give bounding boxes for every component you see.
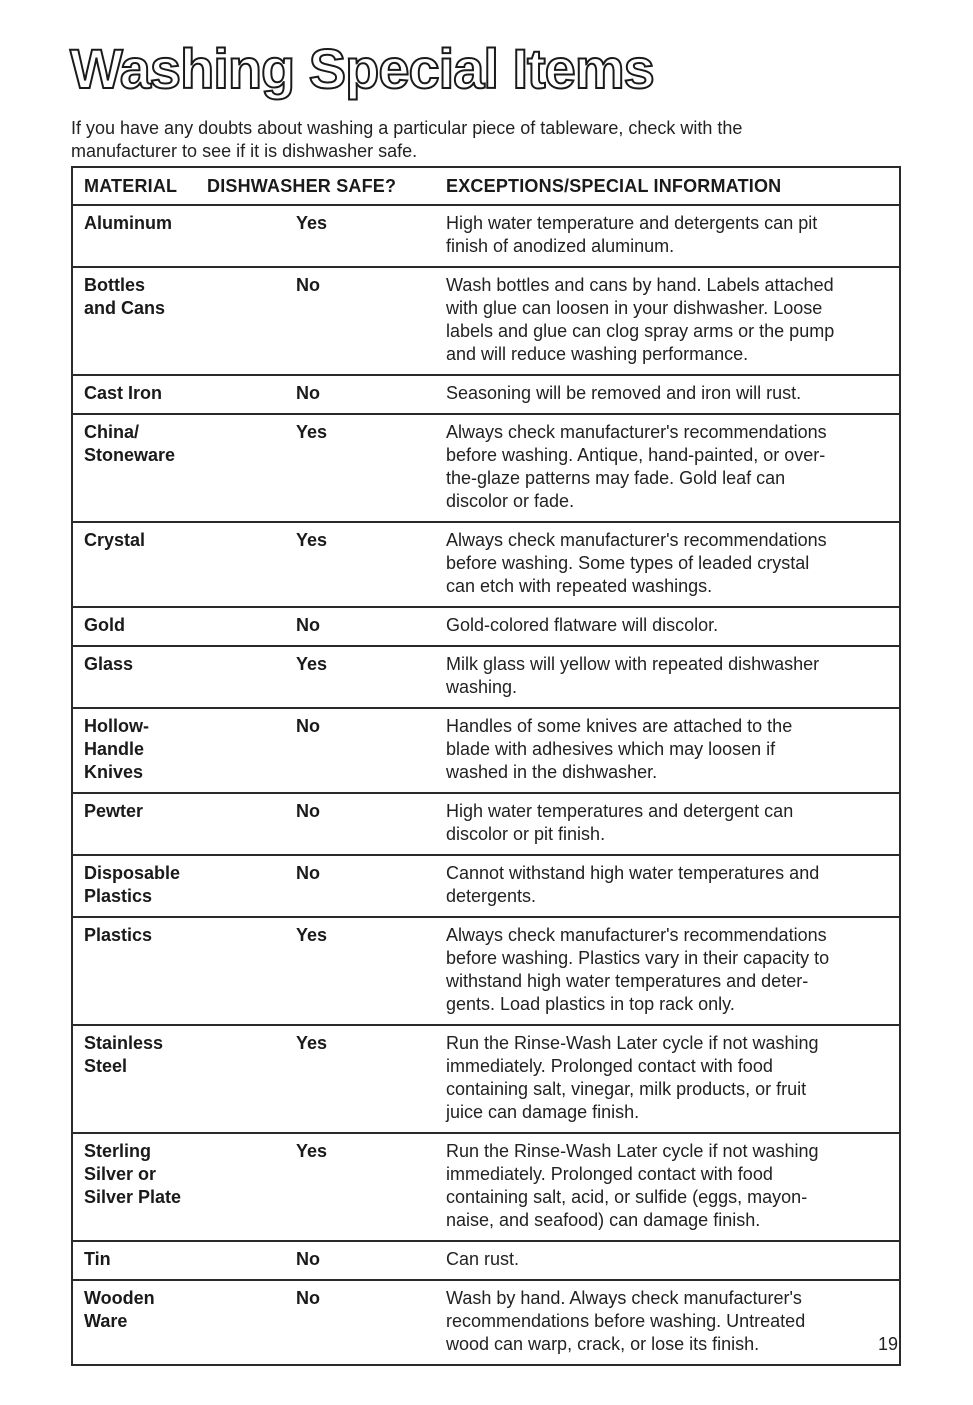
material-name: Pewter: [84, 801, 144, 821]
exceptions-text: immediately. Prolonged contact with food: [446, 1056, 773, 1076]
exceptions-text: before washing. Plastics vary in their capacity to: [446, 948, 830, 968]
material-name: Silver Plate: [84, 1187, 182, 1207]
material-cell: [73, 382, 278, 405]
material-name: Tin: [84, 1249, 111, 1269]
exceptions-cell: [445, 924, 899, 1016]
material-cell: [73, 924, 278, 1016]
material-name: Knives: [84, 762, 144, 782]
dishwasher-safe-cell: Yes: [296, 654, 328, 674]
exceptions-text: naise, and seafood) can damage finish.: [446, 1210, 761, 1230]
materials-table: [71, 166, 901, 1366]
table-row: [73, 1240, 899, 1279]
intro-line: If you have any doubts about washing a particular piece of tableware, check with the: [71, 118, 743, 138]
exceptions-cell: [445, 614, 899, 637]
exceptions-text: Always check manufacturer's recommendations: [446, 925, 827, 945]
table-body: [73, 204, 899, 1364]
material-name: Ware: [84, 1311, 128, 1331]
table-row: [73, 707, 899, 792]
material-name: Plastics: [84, 886, 153, 906]
table-row: [73, 204, 899, 266]
exceptions-cell: [445, 382, 899, 405]
exceptions-text: Run the Rinse-Wash Later cycle if not washing: [446, 1033, 819, 1053]
exceptions-cell: [445, 529, 899, 598]
dishwasher-safe-cell: No: [296, 1288, 320, 1308]
table-row: [73, 854, 899, 916]
material-cell: [73, 274, 278, 366]
header-material: MATERIAL: [84, 176, 178, 196]
table-header-row: [73, 166, 899, 204]
material-cell: [73, 614, 278, 637]
exceptions-cell: [445, 1032, 899, 1124]
table-row: [73, 916, 899, 1024]
exceptions-text: finish of anodized aluminum.: [446, 236, 675, 256]
dishwasher-safe-cell: Yes: [296, 530, 328, 550]
exceptions-text: Milk glass will yellow with repeated dishwasher: [446, 654, 820, 674]
material-name: Steel: [84, 1056, 128, 1076]
exceptions-cell: [445, 274, 899, 366]
table-row: [73, 645, 899, 707]
material-cell: [73, 529, 278, 598]
dishwasher-safe-cell: Yes: [296, 1033, 328, 1053]
exceptions-text: immediately. Prolonged contact with food: [446, 1164, 773, 1184]
exceptions-text: washed in the dishwasher.: [446, 762, 658, 782]
material-cell: [73, 715, 278, 784]
material-name: Cast Iron: [84, 383, 163, 403]
exceptions-text: discolor or fade.: [446, 491, 575, 511]
table-row: [73, 1279, 899, 1364]
material-name: Wooden: [84, 1288, 155, 1308]
exceptions-text: before washing. Some types of leaded crystal: [446, 553, 810, 573]
material-name: Silver or: [84, 1164, 157, 1184]
exceptions-text: and will reduce washing performance.: [446, 344, 749, 364]
exceptions-text: Cannot withstand high water temperatures and: [446, 863, 820, 883]
exceptions-text: Seasoning will be removed and iron will rust.: [446, 383, 802, 403]
material-cell: [73, 1140, 278, 1232]
header-exceptions: EXCEPTIONS/SPECIAL INFORMATION: [446, 176, 782, 196]
exceptions-cell: [445, 1140, 899, 1232]
dishwasher-safe-cell: Yes: [296, 925, 328, 945]
header-dishwasher-safe: DISHWASHER SAFE?: [207, 176, 397, 196]
table-row: [73, 374, 899, 413]
table-row: [73, 792, 899, 854]
exceptions-cell: [445, 715, 899, 784]
intro-line: manufacturer to see if it is dishwasher safe.: [71, 141, 418, 161]
table-row: [73, 266, 899, 374]
exceptions-cell: [445, 653, 899, 699]
material-name: Handle: [84, 739, 145, 759]
page-title: Washing Special Items: [70, 37, 654, 100]
material-cell: [73, 653, 278, 699]
exceptions-text: the-glaze patterns may fade. Gold leaf can: [446, 468, 786, 488]
material-name: Stoneware: [84, 445, 176, 465]
table-row: [73, 1132, 899, 1240]
material-cell: [73, 421, 278, 513]
exceptions-text: discolor or pit finish.: [446, 824, 606, 844]
material-name: Hollow-: [84, 716, 149, 736]
material-cell: [73, 1248, 278, 1271]
exceptions-text: blade with adhesives which may loosen if: [446, 739, 776, 759]
dishwasher-safe-cell: Yes: [296, 422, 328, 442]
material-name: Aluminum: [84, 213, 172, 233]
material-name: Crystal: [84, 530, 146, 550]
exceptions-cell: [445, 1287, 899, 1356]
table-row: [73, 606, 899, 645]
exceptions-text: detergents.: [446, 886, 537, 906]
material-name: Bottles: [84, 275, 146, 295]
material-name: China/: [84, 422, 140, 442]
exceptions-text: Always check manufacturer's recommendations: [446, 422, 827, 442]
material-name: Sterling: [84, 1141, 152, 1161]
exceptions-text: Handles of some knives are attached to the: [446, 716, 793, 736]
material-cell: [73, 800, 278, 846]
dishwasher-safe-cell: No: [296, 716, 320, 736]
material-name: Stainless: [84, 1033, 164, 1053]
material-name: Gold: [84, 615, 125, 635]
dishwasher-safe-cell: No: [296, 383, 320, 403]
exceptions-cell: [445, 212, 899, 258]
exceptions-text: Can rust.: [446, 1249, 520, 1269]
exceptions-text: washing.: [446, 677, 518, 697]
material-cell: [73, 212, 278, 258]
dishwasher-safe-cell: Yes: [296, 213, 328, 233]
exceptions-text: Gold-colored flatware will discolor.: [446, 615, 719, 635]
dishwasher-safe-cell: No: [296, 615, 320, 635]
material-name: and Cans: [84, 298, 166, 318]
exceptions-text: Run the Rinse-Wash Later cycle if not washing: [446, 1141, 819, 1161]
page-number: 19: [878, 1334, 899, 1354]
dishwasher-safe-cell: No: [296, 275, 320, 295]
table-row: [73, 521, 899, 606]
table-row: [73, 413, 899, 521]
exceptions-text: containing salt, acid, or sulfide (eggs, mayon-: [446, 1187, 808, 1207]
intro-paragraph: [71, 117, 871, 163]
material-cell: [73, 862, 278, 908]
dishwasher-safe-cell: No: [296, 863, 320, 883]
material-cell: [73, 1032, 278, 1124]
exceptions-text: with glue can loosen in your dishwasher. Loose: [446, 298, 823, 318]
material-name: Glass: [84, 654, 134, 674]
dishwasher-safe-cell: Yes: [296, 1141, 328, 1161]
exceptions-text: containing salt, vinegar, milk products, or fruit: [446, 1079, 807, 1099]
exceptions-text: High water temperature and detergents can pit: [446, 213, 818, 233]
exceptions-text: High water temperatures and detergent can: [446, 801, 794, 821]
exceptions-text: before washing. Antique, hand-painted, or over-: [446, 445, 826, 465]
exceptions-text: labels and glue can clog spray arms or the pump: [446, 321, 835, 341]
material-name: Disposable: [84, 863, 181, 883]
exceptions-text: gents. Load plastics in top rack only.: [446, 994, 735, 1014]
exceptions-text: Wash by hand. Always check manufacturer's: [446, 1288, 802, 1308]
exceptions-text: can etch with repeated washings.: [446, 576, 713, 596]
dishwasher-safe-cell: No: [296, 801, 320, 821]
exceptions-text: wood can warp, crack, or lose its finish.: [446, 1334, 760, 1354]
exceptions-text: juice can damage finish.: [446, 1102, 640, 1122]
exceptions-text: recommendations before washing. Untreated: [446, 1311, 806, 1331]
exceptions-cell: [445, 1248, 899, 1271]
exceptions-text: Wash bottles and cans by hand. Labels attached: [446, 275, 834, 295]
exceptions-cell: [445, 800, 899, 846]
dishwasher-safe-cell: No: [296, 1249, 320, 1269]
material-cell: [73, 1287, 278, 1356]
exceptions-text: withstand high water temperatures and deter-: [446, 971, 809, 991]
exceptions-text: Always check manufacturer's recommendations: [446, 530, 827, 550]
material-name: Plastics: [84, 925, 153, 945]
exceptions-cell: [445, 862, 899, 908]
exceptions-cell: [445, 421, 899, 513]
table-row: [73, 1024, 899, 1132]
